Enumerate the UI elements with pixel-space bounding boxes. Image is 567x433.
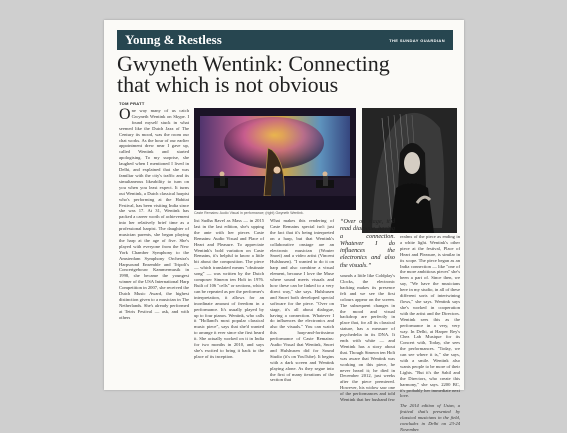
body-column-5 xyxy=(400,234,460,432)
body-column-4 xyxy=(340,218,395,403)
drop-cap: O xyxy=(119,106,131,123)
harpist-portrait-image xyxy=(362,108,457,233)
pull-quote: “Over on stage, it’d read dialogue, having a connection. Whatever I do influences the electronics and also the visuals.” xyxy=(340,218,395,269)
headline-line-2: that which is not obvious xyxy=(117,72,339,97)
column-2-text: list Sudha Ravel as Mass — in 2015 last in the last edition, she's upping the ante with her pieces Caste Remains: Audio Visual and Place of Heart and Pleasure. To appreciate Wentink's bold variation on Caste Remains, it's helpful to know a little bit about the composition. The piece — which translated means "obstinate song" — was written by the Dutch composer Simeon ten Holt in 1976. Built of 106 "cells" or sections, which can be repeated as per the performer's interpretation, it allows for an inordinate amount of freedom in a performance. It's usually played by up to four pianos. Wentink, who calls it "Holland's most popular classical music piece", says that she'd wanted to arrange it ever since she first heard it. She actually worked on it in India for two months in 2010, and says she's excited to bring it back to the place of its inception. xyxy=(194,218,264,359)
column-5-note: The 2014 edition of Ustav, a festival that's presented by classical musicians in the field, concludes in Delhi on 23-24 November. xyxy=(400,403,460,432)
section-banner xyxy=(117,30,453,50)
headline-line-1: Gwyneth Wentink: Connecting xyxy=(117,51,390,76)
publication-name: THE SUNDAY GUARDIAN xyxy=(389,37,445,43)
column-1-text: ne way many of us catch Gwyneth Wentink on Skype. I found myself stuck in what seemed like the Dutch Jazz of The Century its mood, was the room our chat works. As the hour of our earlier appointment drew near I gave up, called Wentink and started apologising. To my surprise, she laughed when I mentioned I lived in Delhi, and explained that she was familiar with the city's traffic and its simultaneous likeability to turn on you when you least expect. It turns out Wentink, a Dutch classical harpist who's performing at the Habitat Festival, has been visiting India since she was 17. At 31, Wentink has packed a career worth of achievement into her relatively brief time as a professional harpist. The daughter of musician parents, she began playing the harp at the age of five. She's played with everyone from the New York Chamber Symphony to the Amsterdam Symphony Orchestra's Harpsound Ensemble and Tripoli's Concertgebouw Kammermusik in 1998, she became the youngest winner of the USA International Harp Competition in 2007, she received the Dutch Music Award, the highest distinction given to a musician in The Netherlands. She's already performed at Tetris Festival — ask, and with others xyxy=(119,108,189,320)
column-4-text: sounds a little like Coldplay's Clocks, the electronic backing makes its presence felt and we see the first colours appear on the screen. The subsequent changes in the mood and visual backdrop are perfectly in place that, for all its classical stature, has a measure of psychedelia in its DNA. It ends with white — and Wentink has a story about that. Though Simeon ten Holt was aware that Wentink was working on this piece, he never heard it; he died in December 2012, just weeks after the piece premiered. However, his widow saw one of the performances and told Wentink that her husband few xyxy=(340,273,395,403)
body-column-1 xyxy=(119,108,189,388)
performance-stage-image xyxy=(194,108,356,210)
column-5-text: realms of the piece as ending in a white light. Wentink's other piece at the festival, Place of Heart and Pleasure, is similar in its scope. The piece began as an India connection — like "one of the more ambitious pieces'' she's been a part of. Since then, we say, "We have the musicians here in my studio, in all of these different sorts of intertwining flows," she says. Wentink says she's worked in cooperation with the artist and the Directors. Wentink sees this as the performance in a very, very way. In Delhi, at Harper Rey's Chez Lab Musique for its Concert with, Today, she sees the performances. "Today, we can see where it is," she says, with a smile. Wentink also wants people to be more of their Lights. "But it's the Sahil and the Directors, who create this harmony," she says. 2200 BC, it's probably her immediate next love. xyxy=(400,234,460,399)
byline: TOM PRATT xyxy=(119,101,145,106)
portrait-photo xyxy=(362,108,457,233)
body-column-3 xyxy=(270,218,334,388)
section-title: Young & Restless xyxy=(125,32,222,47)
column-3-text: What makes this rendering of Caste Remains special isn't just the fact that it's being interpreted on a harp, but that Wentink's collaborative onstage are an electronic musician (Wouter Snoei) and a video artist (Vincent Hulshusen). "I wanted to do it on harp and also combine a visual element, because I love the Muse where sound meets visuals and how these can be linked to a very direct way," she says. Hulshusen and Snoei both developed special software for the piece. "Over on stage, it's all about dialogue, having a connection. Whatever I do influences the electronics and also the visuals." You can watch this harp-and-fortissimo performance of Caste Remains: Audio Visual that Wentink, Snoei and Hulshusen did for Sound Studio (it's on YouTube). It begins with a dark screen and Wentink playing alone. As they segue into the first of many iterations of the section that xyxy=(270,218,334,383)
photo-caption: Caste Remains: Audio Visual in performance; (right) Gwyneth Wentink. xyxy=(194,211,304,215)
newspaper-page xyxy=(104,20,464,432)
article-headline xyxy=(117,53,457,95)
body-column-2 xyxy=(194,218,264,388)
performance-photo xyxy=(194,108,356,210)
